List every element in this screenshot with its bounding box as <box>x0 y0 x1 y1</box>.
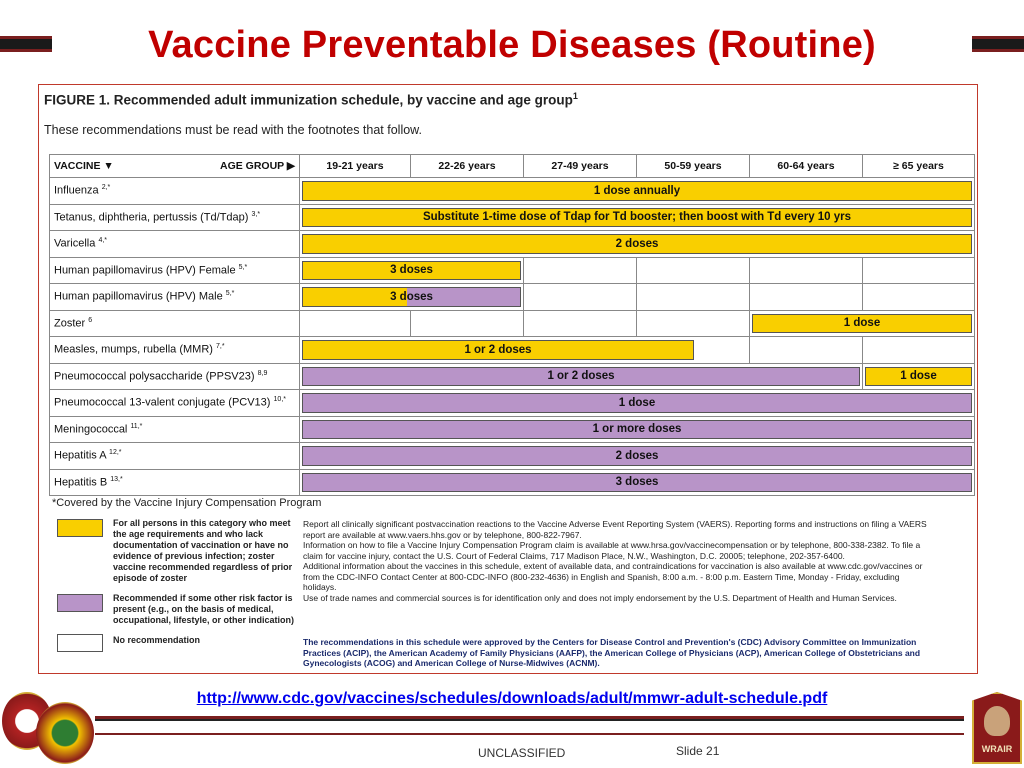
age-col-65-plus: ≥ 65 years <box>863 155 975 178</box>
age-col-22-26: 22-26 years <box>411 155 524 178</box>
table-row <box>50 231 975 258</box>
vaccine-name: Hepatitis B $^{13,*}$ <box>50 469 300 496</box>
vaccine-name: Pneumococcal 13-valent conjugate (PCV13) $^{10,*}$ <box>50 390 300 417</box>
legend-swatch-white <box>57 634 103 652</box>
vaccine-age-header: VACCINE ▼ AGE GROUP ▶ <box>50 155 300 178</box>
claim-note: Information on how to file a Vaccine Injury Compensation Program claim is available at www.hrsa.gov/vaccinecompensation or by telephone, 800-338-2382. To file a claim for vaccine injury, contact the U.S. Court of Federal Claims, 717 Madison Place, N.W., Washington, D.C. 20005; telephone, 202-357-6400. <box>303 540 921 561</box>
legend-yellow-text: For all persons in this category who meet the age requirements and who lack documentation of vaccination or have no evidence of previous infection; zoster vaccine recommended regardless of prior episode of zoster <box>113 518 293 583</box>
vaccine-name: Measles, mumps, rubella (MMR) $^{7,*}$ <box>50 337 300 364</box>
table-row <box>50 390 975 417</box>
footer-rule <box>95 716 964 721</box>
slide-title: Vaccine Preventable Diseases (Routine) <box>148 24 876 66</box>
table-row <box>50 257 975 284</box>
table-row <box>50 310 975 337</box>
vaccine-name: Human papillomavirus (HPV) Female $^{5,*}$ <box>50 257 300 284</box>
dose-bar: 1 or 2 doses <box>302 340 694 360</box>
covered-note: *Covered by the Vaccine Injury Compensation Program <box>52 497 322 509</box>
legend-white-text: No recommendation <box>113 635 201 645</box>
dose-bar: 1 dose <box>302 393 972 413</box>
legend-swatch-yellow <box>57 519 103 537</box>
trade-note: Use of trade names and commercial sources is for identification only and does not imply endorsement by the U.S. Department of Health and Human Services. <box>303 592 897 603</box>
wrair-logo-text: WRAIR <box>981 744 1013 754</box>
dose-bar: 3 doses <box>302 261 521 281</box>
immunization-figure <box>38 84 978 674</box>
table-row <box>50 284 975 311</box>
table-row <box>50 416 975 443</box>
dose-bar: 2 doses <box>302 446 972 466</box>
vaccine-name: Human papillomavirus (HPV) Male $^{5,*}$ <box>50 284 300 311</box>
dose-bar: 3 doses <box>302 473 972 493</box>
cdc-schedule-link[interactable]: http://www.cdc.gov/vaccines/schedules/downloads/adult/mmwr-adult-schedule.pdf <box>196 690 828 707</box>
vaccine-name: Influenza $^{2,*}$ <box>50 178 300 205</box>
additional-note: Additional information about the vaccines in this schedule, extent of available data, and contraindications for vaccination is also available at www.cdc.gov/vaccines or from the CDC-INFO Contact Center at 800-CDC-INFO (800-232-4636) in English and Spanish, 8:00 a.m. - 8:00 p.m. Eastern Time, Monday - Friday, excluding holidays. <box>303 561 923 592</box>
vaccine-name: Hepatitis A $^{12,*}$ <box>50 443 300 470</box>
figure-caption: FIGURE 1. Recommended adult immunization schedule, by vaccine and age group$^1$ <box>44 91 578 108</box>
table-row <box>50 469 975 496</box>
vaccine-name: Meningococcal $^{11,*}$ <box>50 416 300 443</box>
legend-purple-text: Recommended if some other risk factor is present (e.g., on the basis of medical, occupational, lifestyle, or other indication) <box>113 593 295 625</box>
age-col-50-59: 50-59 years <box>637 155 750 178</box>
wrair-portrait <box>984 706 1010 736</box>
dose-bar: 3 doses <box>302 287 521 307</box>
table-row <box>50 204 975 231</box>
vaccine-name: Tetanus, diphtheria, pertussis (Td/Tdap) $^{3,*}$ <box>50 204 300 231</box>
footnotes <box>303 519 933 603</box>
dose-bar: 1 or more doses <box>302 420 972 440</box>
dose-bar-65: 1 dose <box>865 367 972 387</box>
table-row <box>50 443 975 470</box>
age-col-19-21: 19-21 years <box>300 155 411 178</box>
dose-bar: 2 doses <box>302 234 972 254</box>
vaccine-name: Varicella $^{4,*}$ <box>50 231 300 258</box>
age-col-27-49: 27-49 years <box>524 155 637 178</box>
dose-bar: Substitute 1-time dose of Tdap for Td booster; then boost with Td every 10 yrs <box>302 208 972 228</box>
table-row <box>50 363 975 390</box>
dose-bar: 1 dose annually <box>302 181 972 201</box>
age-col-60-64: 60-64 years <box>750 155 863 178</box>
table-row <box>50 178 975 205</box>
approval-note: The recommendations in this schedule were approved by the Centers for Disease Control and Prevention's (CDC) Advisory Committee on Immunization Practices (ACIP), the American Academy of Family Physicians (AAFP), the American College of Physicians (ACP), American College of Obstetricians and Gynecologists (ACOG) and American College of Nurse-Midwives (ACNM). <box>303 637 921 668</box>
footer-rule-secondary <box>95 733 964 735</box>
army-medical-logo <box>36 702 94 764</box>
vaccine-name: Zoster $^6$ <box>50 310 300 337</box>
schedule-table <box>49 154 975 496</box>
figure-subcaption: These recommendations must be read with the footnotes that follow. <box>44 123 422 137</box>
legend-swatch-purple <box>57 594 103 612</box>
slide-number: Slide 21 <box>676 744 720 758</box>
vaccine-name: Pneumococcal polysaccharide (PPSV23) $^{8,9}$ <box>50 363 300 390</box>
classification-label: UNCLASSIFIED <box>478 746 566 760</box>
vaers-note: Report all clinically significant postvaccination reactions to the Vaccine Adverse Event Reporting System (VAERS). Reporting forms and instructions on filing a VAERS report are available at www.vaers.hhs.gov or by telephone, 800-822-7967. <box>303 519 927 540</box>
table-row <box>50 337 975 364</box>
table-header-row <box>50 155 975 178</box>
dose-bar: 1 or 2 doses <box>302 367 860 387</box>
dose-bar: 1 dose <box>752 314 972 334</box>
